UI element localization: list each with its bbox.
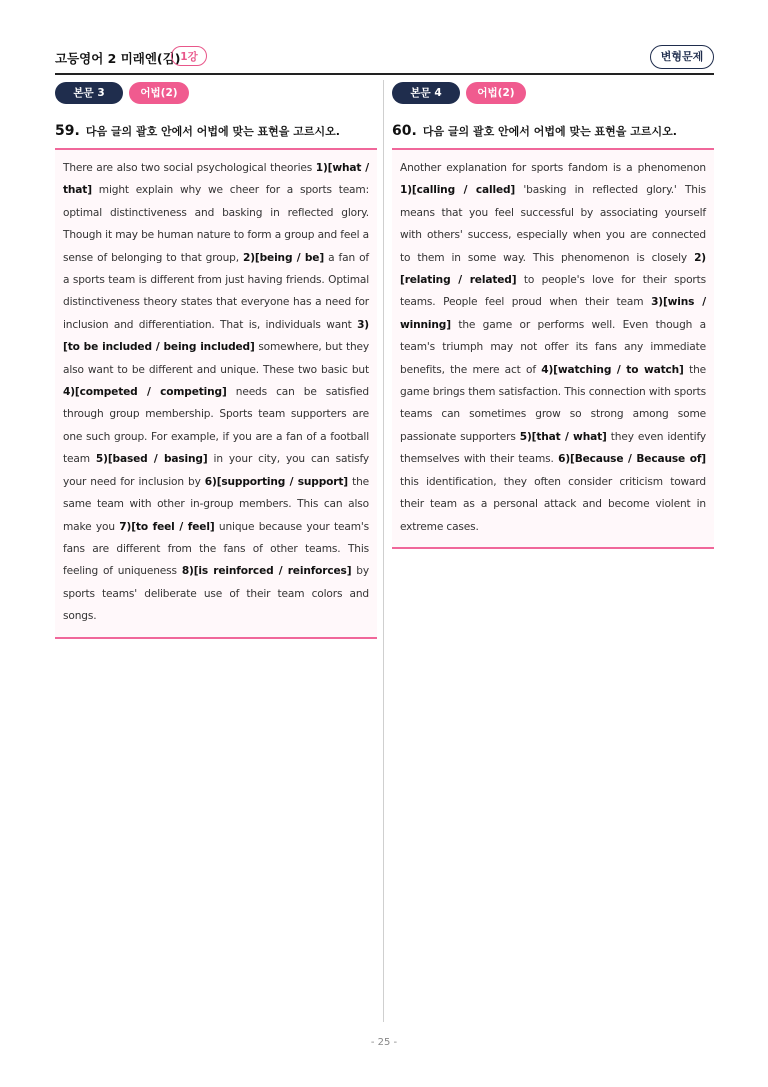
- passage-text: by sports teams' deliberate use of their team colors and songs.: [63, 565, 370, 623]
- answer-choice: 6)[supporting / support]: [204, 475, 348, 488]
- passage-text: a fan of a sports team is different from just having friends. Optimal distinctiveness theory states that everyone has a need for inclusion and differentiation. That is, individuals want: [63, 251, 369, 331]
- passage-box: [55, 150, 377, 637]
- page-number: - 25 -: [370, 1037, 398, 1048]
- question-59: [55, 123, 377, 143]
- answer-choice: 2)[being / be]: [243, 251, 325, 264]
- textbook-title: 고등영어 2 미래엔(김): [55, 51, 181, 66]
- answer-choice: 3)[wins / winning]: [400, 296, 706, 331]
- passage-tag: 본문 3: [55, 82, 123, 104]
- left-column: [55, 82, 377, 639]
- passage-text: somewhere, but they also want to be different and unique. These two basic but: [63, 341, 370, 376]
- passage-bottom-rule: [55, 637, 377, 639]
- passage-text: the same team with other in-group members. This can also make you: [63, 475, 370, 533]
- answer-choice: 6)[Because / Because of]: [558, 453, 706, 466]
- question-number: 60.: [392, 123, 417, 139]
- passage-text: this identification, they often consider criticism toward their team as a personal attack and become violent in extreme cases.: [400, 475, 706, 533]
- grammar-tag: 어법(2): [466, 82, 526, 104]
- passage-bottom-rule: [392, 547, 714, 549]
- passage-text: 'basking in reflected glory.' This means that you feel successful by associating yourself with others' success, especially when you are connected to them in some way. This phenomenon is closely: [400, 184, 706, 264]
- question-text: 다음 글의 괄호 안에서 어법에 맞는 표현을 고르시오.: [85, 125, 340, 138]
- passage-text: unique because your team's fans are different from the fans of other teams. This feeling of uniqueness: [63, 520, 370, 578]
- passage-text: Another explanation for sports fandom is a phenomenon: [400, 162, 706, 174]
- problem-type-badge: 변형문제: [650, 45, 714, 69]
- answer-choice: 1)[what / that]: [63, 162, 369, 197]
- right-tags: [392, 82, 714, 104]
- question-text: 다음 글의 괄호 안에서 어법에 맞는 표현을 고르시오.: [422, 125, 677, 138]
- passage-box: [392, 150, 714, 547]
- answer-choice: 1)[calling / called]: [400, 184, 516, 197]
- column-divider: [383, 80, 384, 1022]
- answer-choice: 4)[competed / competing]: [63, 386, 227, 399]
- grammar-tag: 어법(2): [129, 82, 189, 104]
- question-number: 59.: [55, 123, 80, 139]
- passage-text: might explain why we cheer for a sports team: optimal distinctiveness and basking in reflected glory. Though it may be human nature to form a group and feel a sense of belonging to that group,: [63, 184, 369, 264]
- passage-text: There are also two social psychological theories: [63, 162, 316, 174]
- answer-choice: 7)[to feel / feel]: [119, 520, 215, 533]
- answer-choice: 5)[that / what]: [519, 430, 607, 443]
- left-tags: [55, 82, 377, 104]
- passage-tag: 본문 4: [392, 82, 460, 104]
- passage-text: needs can be satisfied through group membership. Sports team supporters are one such group. For example, if you are a fan of a football team: [63, 386, 369, 466]
- answer-choice: 2)[relating / related]: [400, 251, 706, 287]
- lesson-badge: 1강: [171, 46, 207, 66]
- answer-choice: 5)[based / basing]: [95, 453, 208, 466]
- page-header: [55, 45, 714, 73]
- passage-text: the game or performs well. Even though a team's triumph may not offer its fans any immediate benefits, the mere act of: [400, 318, 706, 376]
- passage-text: the game brings them satisfaction. This connection with sports teams can sometimes grow so strong among some passionate supporters: [400, 363, 707, 443]
- header-divider: [55, 73, 714, 75]
- passage-text: they even identify themselves with their teams.: [400, 430, 706, 466]
- right-column: [392, 82, 714, 549]
- answer-choice: 4)[watching / to watch]: [541, 363, 684, 376]
- question-60: [392, 123, 714, 143]
- passage-text: in your city, you can satisfy your need for inclusion by: [63, 453, 369, 488]
- passage-text: to people's love for their sports teams. People feel proud when their team: [400, 274, 707, 309]
- answer-choice: 8)[is reinforced / reinforces]: [181, 565, 352, 578]
- answer-choice: 3)[to be included / being included]: [63, 318, 369, 354]
